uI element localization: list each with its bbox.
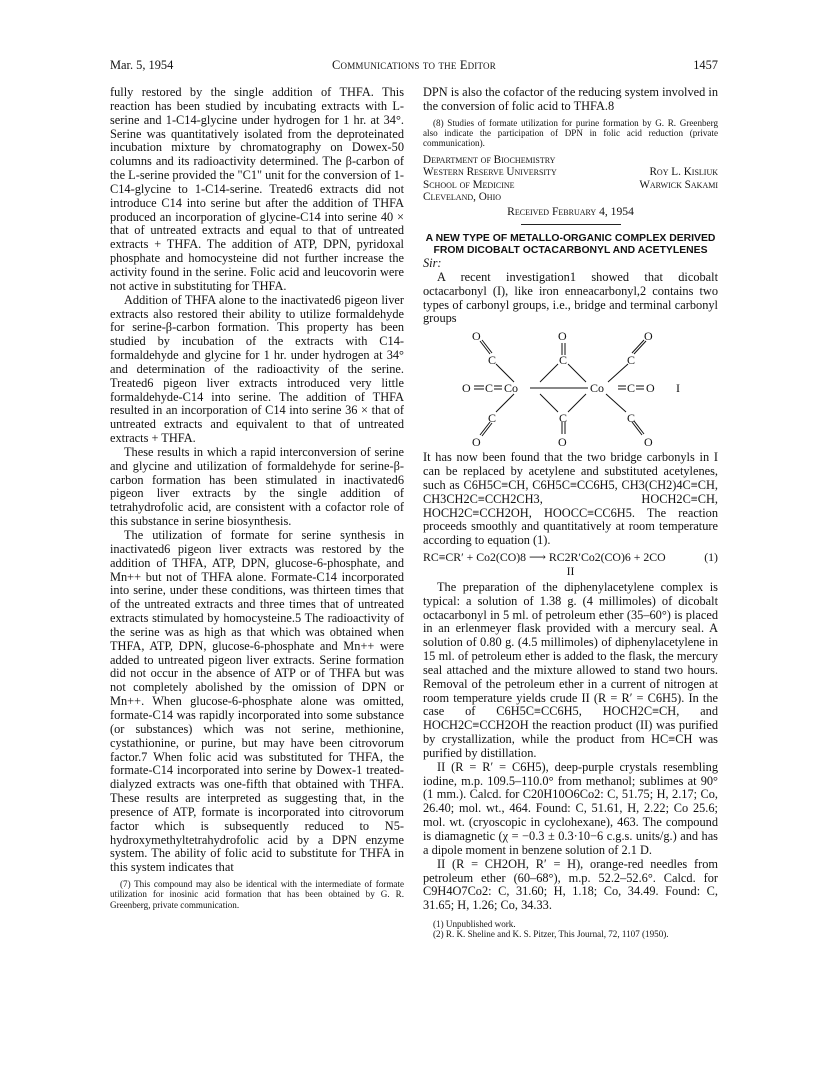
equation	[423, 551, 718, 565]
svg-text:C: C	[558, 411, 567, 426]
paragraph: fully restored by the single addition of THFA. This reaction has been studied by incubating extracts with L-serine and 1-C14-glycine under hydrogen for 1 hr. at 34°. Serine was quantitatively isolated from the deproteinated incubation mixture by chromatography on Dowex-50 columns and its radioactivity determined. The β-carbon of the L-serine provided the "C1" unit for the conversion of 1-C14-glycine to 1-C14-serine. Treated6 extracts did not introduce C14 into serine but after the addition of THFA produced an incorporation of glycine-C14 into serine 40 × that of untreated extracts and equal to that of untreated extracts + THFA. The addition of ATP, DPN, pyridoxal phosphate and homocysteine did not further increase the activity found in the serine. Folic acid and leucovorin were not active in substituting for THFA.	[110, 85, 404, 293]
issue-date: Mar. 5, 1954	[110, 58, 174, 72]
paragraph: A recent investigation1 showed that dicobalt octacarbonyl (I), like iron enneacarbonyl,2 contains two types of carbonyl groups, i.e., bridge and terminal carbonyl groups	[423, 269, 718, 326]
svg-text:C: C	[487, 411, 496, 426]
left-column	[110, 86, 404, 910]
svg-text:O: O	[461, 381, 471, 396]
svg-text:Co: Co	[503, 381, 518, 396]
equation-product-label: II	[566, 563, 575, 578]
dicobalt-octacarbonyl-structure	[446, 328, 696, 448]
svg-text:C: C	[626, 411, 635, 426]
svg-text:C: C	[626, 353, 635, 368]
running-title: Communications to the Editor	[332, 58, 496, 72]
running-header	[110, 58, 718, 74]
paragraph: II (R = R′ = C6H5), deep-purple crystals resembling iodine, m.p. 109.5–110.0° from methanol; sublimes at 90° (1 mm.). Calcd. for C20H10O6Co2: C, 51.75; H, 2.17; Co, 26.40; mol. wt., 464. Found: C, 51.61, H, 2.22; Co 25.6; mol. wt. (cryoscopic in cyclohexane), 463. The compound is diamagnetic (χ = −0.3 ± 0.3·10−6 c.g.s. units/g.) and has a dipole moment in benzene solution of 2.1 D.	[423, 759, 718, 857]
equation-number: (1)	[704, 550, 718, 565]
right-column	[423, 86, 718, 940]
received-date: Received February 4, 1954	[507, 204, 634, 218]
svg-text:C: C	[487, 353, 496, 368]
svg-text:O: O	[557, 435, 567, 449]
svg-text:C: C	[626, 381, 635, 396]
reference: (1) Unpublished work.	[433, 919, 516, 930]
author-affiliation	[423, 154, 718, 204]
svg-text:Co: Co	[589, 381, 604, 396]
structure-label: I	[675, 381, 680, 396]
svg-text:C: C	[484, 381, 493, 396]
svg-text:C: C	[558, 353, 567, 368]
footnote: (8) Studies of formate utilization for purine formation by G. R. Greenberg also indicate the participation of DPN in folic acid reduction (private communication).	[423, 117, 718, 149]
paragraph: DPN is also the cofactor of the reducing system involved in the conversion of folic acid to THFA.8	[423, 85, 718, 113]
university: Western Reserve University	[423, 166, 557, 179]
references	[423, 919, 718, 940]
footnote: (7) This compound may also be identical with the intermediate of formate utilization for inosinic acid formation that has been obtained by G. R. Greenberg, private communication.	[110, 879, 404, 910]
svg-text:O: O	[471, 329, 481, 344]
department: Department of Biochemistry	[423, 153, 556, 166]
reference: (2) R. K. Sheline and K. S. Pitzer, This Journal, 72, 1107 (1950).	[433, 929, 669, 940]
paragraph: Addition of THFA alone to the inactivated6 pigeon liver extracts also restored their ability to utilize formaldehyde for serine-β-carbon formation. This property has been studied by incubation of the extracts with C14-formaldehyde and glycine for 1 hr. under hydrogen at 34° and determination of the radioactivity of the serine. Treated6 pigeon liver extracts introduced very little formaldehyde-C14 into serine. The addition of THFA resulted in an incorporation of C14 into serine 36 × that of untreated extracts and equivalent to that of untreated extracts + THFA.	[110, 292, 404, 446]
article-title: A NEW TYPE OF METALLO-ORGANIC COMPLEX DERIVED FROM DICOBALT OCTACARBONYL AND ACETYLENES	[425, 233, 716, 256]
svg-text:O: O	[471, 435, 481, 449]
school: School of Medicine	[423, 178, 515, 191]
salutation: Sir:	[423, 256, 442, 271]
paragraph: These results in which a rapid interconversion of serine and glycine and utilization of formaldehyde for serine-β-carbon formation has been stimulated in inactivated6 pigeon liver extracts by the single addition of tetrahydrofolic acid, are consistent with a cofactor role of this substance in serine biosynthesis.	[110, 444, 404, 529]
paragraph: It has now been found that the two bridge carbonyls in I can be replaced by acetylene and substituted acetylenes, such as C6H5C≡CH, C6H5C≡CC6H5, CH3(CH2)4C≡CH, CH3CH2C≡CCH2CH3, HOCH2C≡CH, HOCH2C≡CCH2OH, HOOCC≡CC6H5. The reaction proceeds smoothly and quantitatively at room temperature according to equation (1).	[423, 450, 718, 548]
city: Cleveland, Ohio	[423, 191, 502, 204]
paragraph: II (R = CH2OH, R′ = H), orange-red needles from petroleum ether (60–68°), m.p. 52.2–52.6°. Calcd. for C9H4O7Co2: C, 31.60; H, 1.18; Co, 34.49. Found: C, 31.65; H, 1.26; Co, 34.33.	[423, 856, 718, 913]
svg-text:O: O	[643, 329, 653, 344]
section-divider	[521, 224, 621, 225]
author-name: Roy L. Kisliuk	[649, 166, 718, 179]
page-number: 1457	[693, 58, 718, 72]
svg-text:O: O	[643, 435, 653, 449]
svg-text:O: O	[557, 329, 567, 344]
svg-text:O: O	[645, 381, 655, 396]
equation-body: RC≡CR′ + Co2(CO)8 ⟶ RC2R′Co2(CO)6 + 2CO	[423, 550, 666, 565]
paragraph: The preparation of the diphenylacetylene complex is typical: a solution of 1.38 g. (4 millimoles) of dicobalt octacarbonyl in 5 ml. of petroleum ether (35–60°) is placed in an erlenmeyer flask provided with a mercury seal. A solution of 0.80 g. (4.5 millimoles) of diphenylacetylene in 15 ml. of petroleum ether is added to the flask, the mercury seal attached and the mixture allowed to stand two hours. Removal of the petroleum ether in a current of nitrogen at room temperature yields crude II (R = R′ = C6H5). In the case of C6H5C≡CC6H5, HOCH2C≡CH, and HOCH2C≡CCH2OH the reaction product (II) was purified by crystallization, while the product from HC≡CH was purified by distillation.	[423, 579, 718, 760]
paragraph: The utilization of formate for serine synthesis in inactivated6 pigeon liver extracts was restored by the addition of THFA, ATP, DPN, glucose-6-phosphate, and Mn++ but not of THFA alone. Formate-C14 incorporated into serine, under these conditions, was thirteen times that of the untreated extracts and three times that of untreated extracts stimulated by homocysteine.5 The radioactivity of the serine was as high as that which was obtained when THFA, ATP, DPN, glucose-6-phosphate and Mn++ were added to untreated pigeon liver extracts. Serine formation did not occur in the absence of ATP or of THFA but was not completely abolished by the omission of DPN or Mn++. When glucose-6-phosphate alone was omitted, formate-C14 was rapidly incorporated into some substance (or substances) which was not serine, methionine, cystathionine, or purine, but may have been citrovorum factor.7 When folic acid was substituted for THFA, the formate-C14 incorporated into serine by Dowex-1 treated-dialyzed extracts was one-fifth that obtained with THFA. These results are interpreted as suggesting that, in the presence of ATP, formate is incorporated into citrovorum factor which is subsequently reduced to N5-hydroxymethyltetrahydrofolic acid by a DPN enzyme system. The ability of folic acid to substitute for THFA in this system indicates that	[110, 528, 404, 875]
author-name: Warwick Sakami	[639, 178, 718, 191]
